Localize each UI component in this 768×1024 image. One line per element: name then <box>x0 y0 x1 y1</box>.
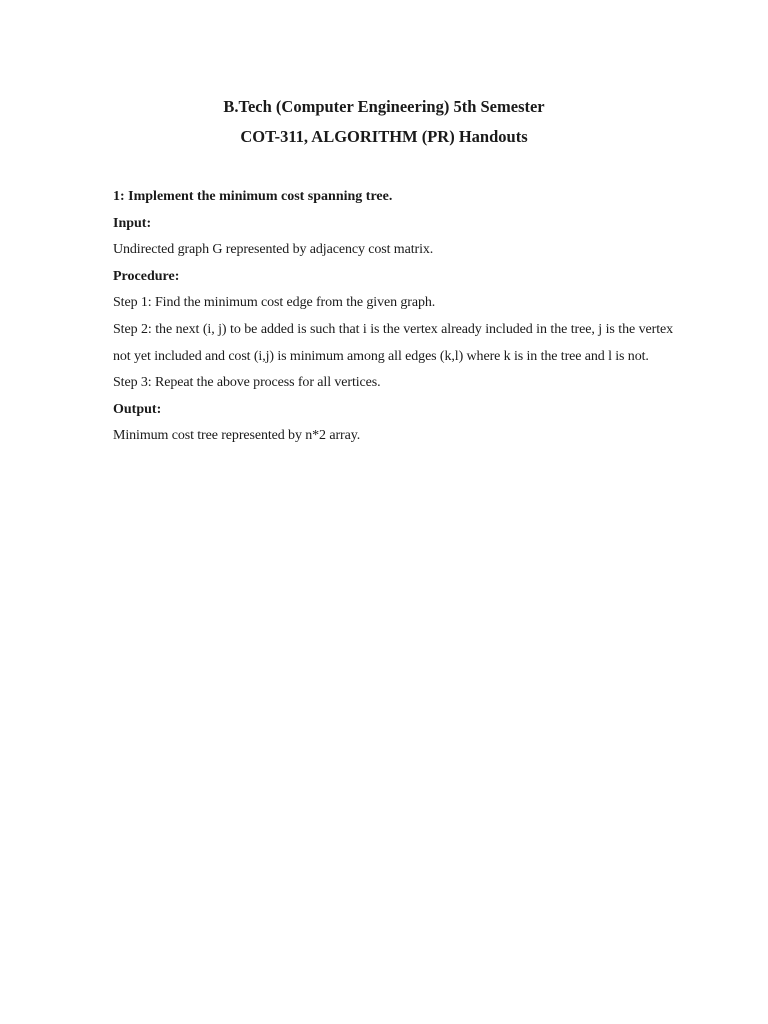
course-title: B.Tech (Computer Engineering) 5th Semester <box>223 97 545 116</box>
procedure-heading: Procedure: <box>113 268 180 284</box>
task-title: 1: Implement the minimum cost spanning tree. <box>113 189 393 204</box>
procedure-step-3: Step 3: Repeat the above process for all vertices. <box>113 375 381 391</box>
procedure-step-1: Step 1: Find the minimum cost edge from the given graph. <box>113 295 436 311</box>
output-heading: Output: <box>113 401 162 417</box>
handout-title: COT-311, ALGORITHM (PR) Handouts <box>240 127 528 146</box>
input-text: Undirected graph G represented by adjacency cost matrix. <box>113 242 434 258</box>
document-header <box>0 92 768 152</box>
procedure-step-2: Step 2: the next (i, j) to be added is such that i is the vertex already included in the tree, j is the vertex not yet included and cost (i,j) is minimum among all edges (k,l) where k is in the tree and l is not. <box>113 321 673 364</box>
input-heading: Input: <box>113 215 152 231</box>
output-text: Minimum cost tree represented by n*2 array. <box>113 428 361 444</box>
document-body <box>113 184 673 450</box>
